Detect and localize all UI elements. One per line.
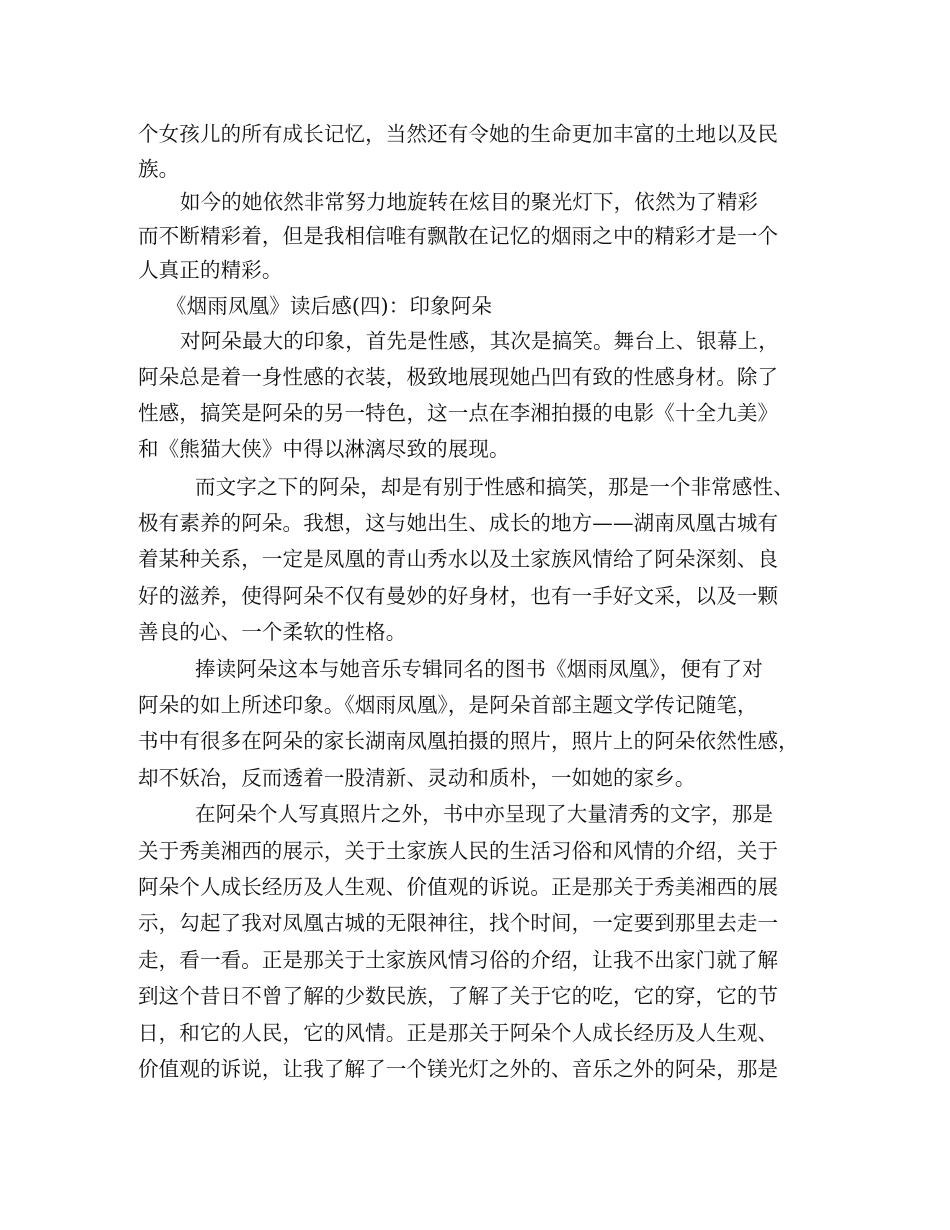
text-line: 族。 <box>138 157 180 181</box>
section-heading: 《烟雨凤凰》读后感(四)：印象阿朵 <box>166 294 493 318</box>
text-line: 价值观的诉说，让我了解了一个镁光灯之外的、音乐之外的阿朵，那是 <box>138 1057 779 1081</box>
text-line: 书中有很多在阿朵的家长湖南凤凰拍摄的照片，照片上的阿朵依然性感， <box>138 729 799 753</box>
text-line: 善良的心、一个柔软的性格。 <box>138 620 407 644</box>
text-line: 性感，搞笑是阿朵的另一特色，这一点在李湘拍摄的电影《十全九美》 <box>138 401 779 425</box>
text-line: 走，看一看。正是那关于土家族风情习俗的介绍，让我不出家门就了解 <box>138 948 779 972</box>
text-line: 而不断精彩着，但是我相信唯有飘散在记忆的烟雨之中的精彩才是一个 <box>138 224 779 248</box>
text-line: 和《熊猫大侠》中得以淋漓尽致的展现。 <box>138 437 510 461</box>
text-line: 而文字之下的阿朵，却是有别于性感和搞笑，那是一个非常感性、 <box>195 475 794 499</box>
text-line: 如今的她依然非常努力地旋转在炫目的聚光灯下，依然为了精彩 <box>180 190 759 214</box>
text-line: 人真正的精彩。 <box>138 258 283 282</box>
text-line: 关于秀美湘西的展示，关于土家族人民的生活习俗和风情的介绍，关于 <box>138 839 779 863</box>
text-line: 好的滋养，使得阿朵不仅有曼妙的好身材，也有一手好文采，以及一颗 <box>138 584 779 608</box>
text-line: 阿朵总是着一身性感的衣装，极致地展现她凸凹有致的性感身材。除了 <box>138 365 779 389</box>
text-line: 个女孩儿的所有成长记忆，当然还有令她的生命更加丰富的土地以及民 <box>138 122 779 146</box>
text-line: 阿朵个人成长经历及人生观、价值观的诉说。正是那关于秀美湘西的展 <box>138 875 779 899</box>
text-line: 极有素养的阿朵。我想，这与她出生、成长的地方——湖南凤凰古城有 <box>138 511 779 535</box>
text-line: 对阿朵最大的印象，首先是性感，其次是搞笑。舞台上、银幕上， <box>180 329 779 353</box>
text-line: 示，勾起了我对凤凰古城的无限神往，找个时间，一定要到那里去走一 <box>138 911 779 935</box>
text-line: 日，和它的人民，它的风情。正是那关于阿朵个人成长经历及人生观、 <box>138 1021 779 1045</box>
text-line: 在阿朵个人写真照片之外，书中亦呈现了大量清秀的文字，那是 <box>195 802 774 826</box>
text-line: 却不妖冶，反而透着一股清新、灵动和质朴，一如她的家乡。 <box>138 766 696 790</box>
text-line: 阿朵的如上所述印象。《烟雨凤凰》，是阿朵首部主题文学传记随笔， <box>138 693 758 717</box>
text-line: 到这个昔日不曾了解的少数民族，了解了关于它的吃，它的穿，它的节 <box>138 984 779 1008</box>
text-line: 着某种关系，一定是凤凰的青山秀水以及土家族风情给了阿朵深刻、良 <box>138 547 779 571</box>
text-line: 捧读阿朵这本与她音乐专辑同名的图书《烟雨凤凰》，便有了对 <box>195 657 763 681</box>
